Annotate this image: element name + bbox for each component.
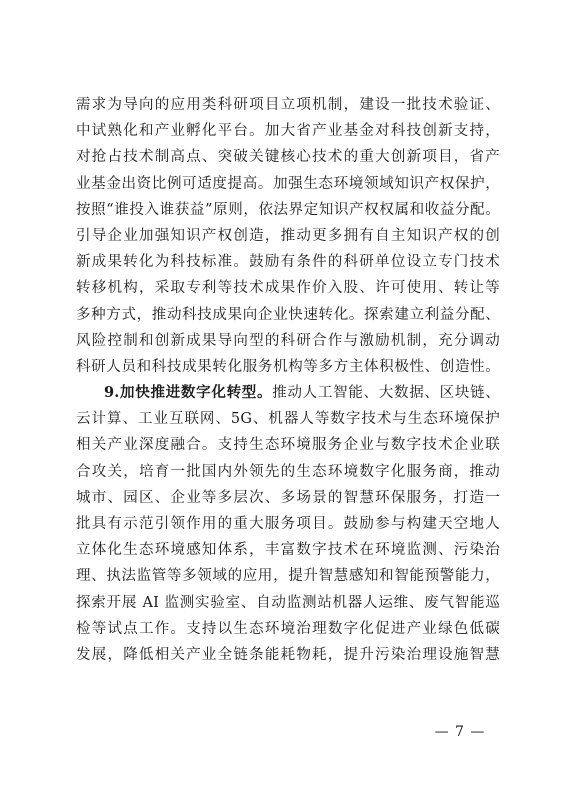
body-text xyxy=(76,92,500,668)
text-line: 批具有示范引领作用的重大服务项目。鼓励参与构建天空地人 xyxy=(76,516,500,532)
text-line: 发展，降低相关产业全链条能耗物耗，提升污染治理设施智慧 xyxy=(76,646,500,663)
page-number: — 7 — xyxy=(434,724,486,740)
text-line: 引导企业加强知识产权创造，推动更多拥有自主知识产权的创 xyxy=(76,227,500,244)
text-line: 立体化生态环境感知体系，丰富数字技术在环境监测、污染治 xyxy=(76,542,500,559)
text-line: 城市、园区、企业等多层次、多场景的智慧环保服务，打造一 xyxy=(76,489,500,506)
text-line: 转移机构，采取专利等技术成果作价入股、许可使用、转让等 xyxy=(76,280,500,297)
text-line: 业基金出资比例可适度提高。加强生态环境领域知识产权保护， xyxy=(76,175,500,192)
text-line: 检等试点工作。支持以生态环境治理数字化促进产业绿色低碳 xyxy=(76,620,500,637)
text-line: 风险控制和创新成果导向型的科研合作与激励机制，充分调动 xyxy=(76,332,500,349)
section-heading: 9.加快推进数字化转型。 xyxy=(104,384,273,402)
text-line: 多种方式，推动科技成果向企业快速转化。探索建立利益分配、 xyxy=(76,306,500,323)
text-line: 云计算、工业互联网、5G、机器人等数字技术与生态环境保护 xyxy=(76,411,500,428)
text-line: 合攻关，培育一批国内外领先的生态环境数字化服务商，推动 xyxy=(76,463,500,480)
text-line: 新成果转化为科技标准。鼓励有条件的科研单位设立专门技术 xyxy=(76,254,500,271)
text-line: 探索开展 AI 监测实验室、自动监测站机器人运维、废气智能巡 xyxy=(76,594,500,611)
text-line: 科研人员和科技成果转化服务机构等多方主体积极性、创造性。 xyxy=(76,358,500,375)
text-line: 需求为导向的应用类科研项目立项机制，建设一批技术验证、 xyxy=(76,97,500,113)
text-line: 中试熟化和产业孵化平台。加大省产业基金对科技创新支持， xyxy=(76,123,500,140)
text-line: 理、执法监管等多领域的应用，提升智慧感知和智能预警能力， xyxy=(76,568,500,585)
text-line: 对抢占技术制高点、突破关键核心技术的重大创新项目，省产 xyxy=(76,149,500,166)
text-line: 相关产业深度融合。支持生态环境服务企业与数字技术企业联 xyxy=(76,437,500,454)
section-first-line xyxy=(76,380,500,406)
section-first-line-text: 推动人工智能、大数据、区块链、 xyxy=(272,385,501,402)
text-line: 按照“谁投入谁获益”原则，依法界定知识产权权属和收益分配。 xyxy=(76,201,500,218)
